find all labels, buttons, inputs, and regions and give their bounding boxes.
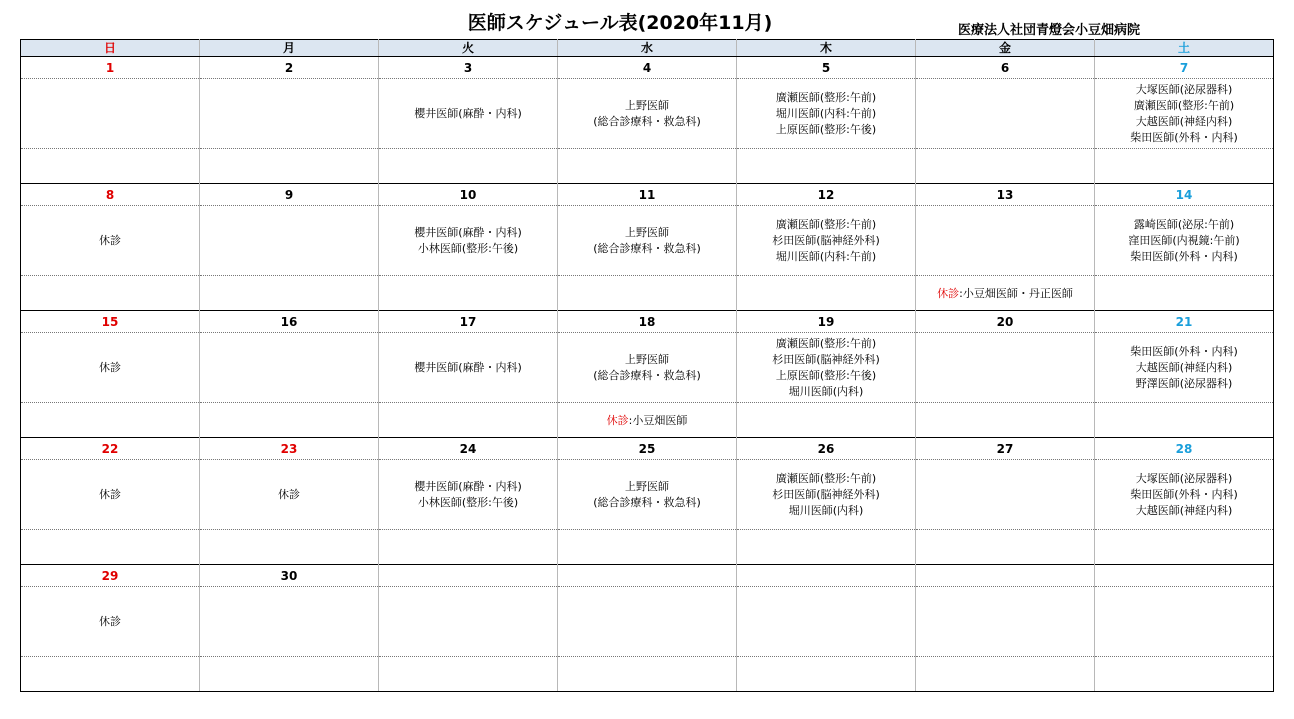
day-schedule-cell [21,333,200,403]
day-schedule-cell [200,587,379,657]
day-schedule-cell [916,460,1095,530]
day-number: 18 [558,311,737,333]
doctor-entry: 櫻井医師(麻酔・内科) [414,360,522,374]
day-note-cell [379,657,558,692]
week-schedule-row [21,333,1274,403]
doctor-entry: 廣瀬医師(整形:午前) [775,336,877,350]
day-number: 28 [1095,438,1274,460]
day-schedule-cell [1095,587,1274,657]
doctor-entry: 上原医師(整形:午後) [775,368,877,382]
day-note-cell [916,530,1095,565]
week-note-row [21,657,1274,692]
day-note-cell [1095,276,1274,311]
week-schedule-row [21,460,1274,530]
week-schedule-row [21,587,1274,657]
day-schedule-cell [916,79,1095,149]
day-schedule-cell [21,206,200,276]
doctor-entry: (総合診療科・救急科) [593,241,701,255]
day-note-cell [200,657,379,692]
day-number: 26 [737,438,916,460]
doctor-entry: 柴田医師(外科・内科) [1130,344,1238,358]
doctor-entry: 大越医師(神経内科) [1135,114,1233,128]
day-schedule-cell [21,79,200,149]
doctor-entry: 堀川医師(内科:午前) [775,106,877,120]
doctor-entry: 堀川医師(内科:午前) [775,249,877,263]
week-note-row [21,403,1274,438]
day-number: 11 [558,184,737,206]
closed-doctors: :小豆畑医師 [628,414,688,427]
doctor-entry: 休診 [99,614,121,628]
day-note-cell [737,657,916,692]
day-number: 4 [558,57,737,79]
day-note-cell [737,403,916,438]
day-number: 1 [21,57,200,79]
day-schedule-cell [737,206,916,276]
doctor-entry: 廣瀬医師(整形:午前) [775,471,877,485]
day-schedule-cell [1095,460,1274,530]
weekday-saturday: 土 [1095,40,1274,57]
doctor-entry: 休診 [99,487,121,501]
day-note-cell [379,149,558,184]
day-schedule-cell [379,333,558,403]
doctor-entry: 上野医師 [625,352,669,366]
day-number: 17 [379,311,558,333]
day-schedule-cell [200,79,379,149]
doctor-entry: 堀川医師(内科) [788,503,864,517]
weekday-header-row [21,40,1274,57]
day-number: 14 [1095,184,1274,206]
doctor-entry: 休診 [99,233,121,247]
day-note-cell [558,149,737,184]
day-number: 8 [21,184,200,206]
doctor-entry: 大越医師(神経内科) [1135,360,1233,374]
weekday-tuesday: 火 [379,40,558,57]
day-note-cell [1095,149,1274,184]
day-note-cell [1095,657,1274,692]
day-schedule-cell [379,587,558,657]
day-note-cell [916,149,1095,184]
doctor-entry: 大塚医師(泌尿器科) [1135,82,1233,96]
doctor-entry: 柴田医師(外科・内科) [1130,130,1238,144]
doctor-entry: 小林医師(整形:午後) [417,495,519,509]
day-note-cell [916,657,1095,692]
day-schedule-cell [379,79,558,149]
day-number: 6 [916,57,1095,79]
day-number: 15 [21,311,200,333]
doctor-entry: 廣瀬医師(整形:午前) [1133,98,1235,112]
week-date-row [21,311,1274,333]
week-date-row [21,565,1274,587]
day-schedule-cell [916,333,1095,403]
weekday-wednesday: 水 [558,40,737,57]
day-number: 20 [916,311,1095,333]
week-date-row [21,438,1274,460]
day-schedule-cell [21,460,200,530]
day-number: 9 [200,184,379,206]
day-number: 7 [1095,57,1274,79]
day-note-cell [379,403,558,438]
week-note-row [21,276,1274,311]
day-number [737,565,916,587]
day-schedule-cell [1095,333,1274,403]
doctor-entry: 上原医師(整形:午後) [775,122,877,136]
day-note-cell [737,276,916,311]
doctor-entry: 大塚医師(泌尿器科) [1135,471,1233,485]
doctor-entry: 小林医師(整形:午後) [417,241,519,255]
doctor-entry: 杉田医師(脳神経外科) [772,233,880,247]
doctor-entry: 上野医師 [625,98,669,112]
week-schedule-row [21,206,1274,276]
schedule-calendar [20,39,1274,692]
day-schedule-cell [379,206,558,276]
day-schedule-cell [21,587,200,657]
day-schedule-cell [1095,79,1274,149]
day-note-cell [379,276,558,311]
weekday-monday: 月 [200,40,379,57]
day-number [1095,565,1274,587]
day-number: 3 [379,57,558,79]
day-note-cell [379,530,558,565]
weekday-friday: 金 [916,40,1095,57]
day-schedule-cell [200,333,379,403]
day-note-cell [737,149,916,184]
day-schedule-cell [558,79,737,149]
doctor-entry: 櫻井医師(麻酔・内科) [414,479,522,493]
day-number: 23 [200,438,379,460]
doctor-entry: 杉田医師(脳神経外科) [772,352,880,366]
week-note-row [21,149,1274,184]
doctor-entry: 杉田医師(脳神経外科) [772,487,880,501]
day-number [558,565,737,587]
day-note-cell [21,276,200,311]
day-note-cell [21,530,200,565]
doctor-entry: 堀川医師(内科) [788,384,864,398]
day-number: 2 [200,57,379,79]
day-note-cell [1095,530,1274,565]
day-number: 13 [916,184,1095,206]
day-schedule-cell [558,587,737,657]
doctor-entry: 櫻井医師(麻酔・内科) [414,225,522,239]
day-schedule-cell [558,333,737,403]
day-note-cell [21,403,200,438]
day-schedule-cell [916,206,1095,276]
doctor-entry: 上野医師 [625,479,669,493]
doctor-entry: 窪田医師(内視鏡:午前) [1128,233,1240,247]
day-note-cell [21,657,200,692]
day-number [916,565,1095,587]
doctor-entry: (総合診療科・救急科) [593,495,701,509]
day-number: 12 [737,184,916,206]
organization-name: 医療法人社団青燈会小豆畑病院 [958,23,1141,38]
day-note-cell [200,276,379,311]
day-schedule-cell [558,206,737,276]
doctor-entry: 休診 [99,360,121,374]
day-schedule-cell [379,460,558,530]
week-date-row [21,57,1274,79]
day-number: 24 [379,438,558,460]
day-schedule-cell [737,587,916,657]
doctor-entry: 野澤医師(泌尿器科) [1135,376,1233,390]
day-number: 25 [558,438,737,460]
day-schedule-cell [558,460,737,530]
day-schedule-cell [200,206,379,276]
day-schedule-cell [737,333,916,403]
day-number: 10 [379,184,558,206]
week-note-row [21,530,1274,565]
day-number: 21 [1095,311,1274,333]
day-note-cell [558,276,737,311]
doctor-entry: (総合診療科・救急科) [593,114,701,128]
day-note-cell [737,530,916,565]
day-note-cell [200,403,379,438]
day-number: 5 [737,57,916,79]
day-schedule-cell [200,460,379,530]
doctor-entry: 休診 [278,487,300,501]
day-note-cell [916,403,1095,438]
doctor-entry: 櫻井医師(麻酔・内科) [414,106,522,120]
day-schedule-cell [916,587,1095,657]
day-note-cell [200,149,379,184]
day-note-cell [21,149,200,184]
weekday-sunday: 日 [21,40,200,57]
day-number: 22 [21,438,200,460]
day-number: 16 [200,311,379,333]
closed-label: 休診 [937,287,960,300]
page-title: 医師スケジュール表(2020年11月) [467,12,773,34]
day-schedule-cell [737,460,916,530]
doctor-entry: 廣瀬医師(整形:午前) [775,90,877,104]
day-note-cell [558,403,737,438]
doctor-entry: 大越医師(神経内科) [1135,503,1233,517]
doctor-entry: 廣瀬医師(整形:午前) [775,217,877,231]
doctor-entry: 柴田医師(外科・内科) [1130,487,1238,501]
day-note-cell [558,530,737,565]
day-schedule-cell [737,79,916,149]
day-number: 29 [21,565,200,587]
closed-doctors: :小豆畑医師・丹正医師 [959,287,1073,300]
day-note-cell [200,530,379,565]
doctor-entry: 柴田医師(外科・内科) [1130,249,1238,263]
week-date-row [21,184,1274,206]
closed-label: 休診 [606,414,629,427]
doctor-entry: 上野医師 [625,225,669,239]
day-note-cell [558,657,737,692]
day-number: 30 [200,565,379,587]
week-schedule-row [21,79,1274,149]
day-number: 27 [916,438,1095,460]
day-note-cell [916,276,1095,311]
day-schedule-cell [1095,206,1274,276]
weekday-thursday: 木 [737,40,916,57]
doctor-entry: (総合診療科・救急科) [593,368,701,382]
day-note-cell [1095,403,1274,438]
day-number: 19 [737,311,916,333]
doctor-entry: 露崎医師(泌尿:午前) [1133,217,1235,231]
day-number [379,565,558,587]
